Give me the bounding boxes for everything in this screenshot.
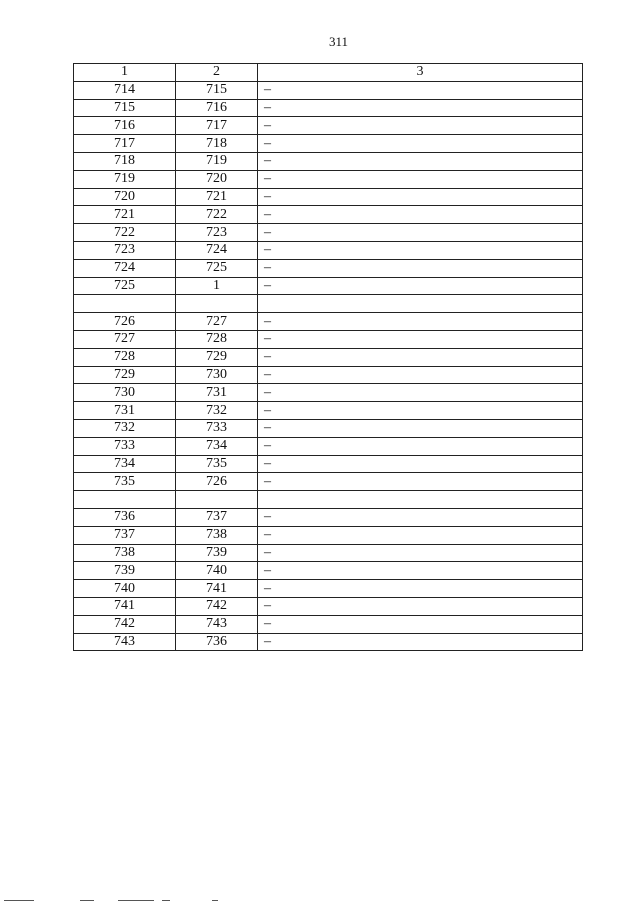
table-cell-col2: 733 (176, 419, 258, 437)
table-cell-col3 (258, 295, 583, 313)
table-cell-col1: 728 (74, 348, 176, 366)
table-cell-col1: 723 (74, 241, 176, 259)
table-cell-col3: – (258, 117, 583, 135)
table-cell-col1: 742 (74, 615, 176, 633)
table-cell-col1: 736 (74, 508, 176, 526)
table-cell-col2: 734 (176, 437, 258, 455)
table-row (74, 170, 583, 188)
table-cell-col2: 726 (176, 473, 258, 491)
table-cell-col1: 730 (74, 384, 176, 402)
table-cell-col3: – (258, 580, 583, 598)
table-cell-col1: 718 (74, 152, 176, 170)
table-cell-col1: 717 (74, 135, 176, 153)
table-cell-col1: 725 (74, 277, 176, 295)
table-cell-col3: – (258, 384, 583, 402)
table-row (74, 81, 583, 99)
table-cell-col3: – (258, 508, 583, 526)
page-number: 311 (328, 34, 349, 49)
table-row (74, 633, 583, 651)
table-cell-col2: 718 (176, 135, 258, 153)
table-cell-col3: – (258, 99, 583, 117)
table-row (74, 508, 583, 526)
table-row (74, 259, 583, 277)
table-cell-col2: 735 (176, 455, 258, 473)
table-cell-col1: 715 (74, 99, 176, 117)
table-cell-col1: 733 (74, 437, 176, 455)
table-cell-col3: – (258, 544, 583, 562)
table-cell-col1 (74, 295, 176, 313)
table-row (74, 224, 583, 242)
table-cell-col2: 725 (176, 259, 258, 277)
table-cell-col3: – (258, 188, 583, 206)
table-row (74, 580, 583, 598)
table-cell-col1: 741 (74, 597, 176, 615)
table-body (74, 81, 583, 651)
table-cell-col3: – (258, 135, 583, 153)
table-cell-col3: – (258, 277, 583, 295)
table-row (74, 313, 583, 331)
table-cell-col2: 727 (176, 313, 258, 331)
table-cell-col3: – (258, 419, 583, 437)
table-cell-col1: 739 (74, 562, 176, 580)
table-cell-col1: 722 (74, 224, 176, 242)
table-row (74, 206, 583, 224)
table-row (74, 99, 583, 117)
table-cell-col3: – (258, 348, 583, 366)
table-cell-col1: 738 (74, 544, 176, 562)
table-cell-col3: – (258, 313, 583, 331)
table-row (74, 562, 583, 580)
table-cell-col2: 716 (176, 99, 258, 117)
table-row (74, 491, 583, 509)
table-cell-col1: 716 (74, 117, 176, 135)
table-cell-col3: – (258, 152, 583, 170)
table-cell-col3: – (258, 241, 583, 259)
table-cell-col1: 714 (74, 81, 176, 99)
table-cell-col3: – (258, 224, 583, 242)
table-cell-col3: – (258, 81, 583, 99)
table-cell-col2: 720 (176, 170, 258, 188)
table-cell-col2: 732 (176, 402, 258, 420)
table-cell-col3: – (258, 455, 583, 473)
table-cell-col2: 722 (176, 206, 258, 224)
table-cell-col2: 728 (176, 330, 258, 348)
table-cell-col2: 739 (176, 544, 258, 562)
column-header-2: 2 (176, 64, 258, 82)
table-cell-col2: 1 (176, 277, 258, 295)
table-cell-col2: 731 (176, 384, 258, 402)
table-cell-col3: – (258, 206, 583, 224)
table-row (74, 277, 583, 295)
table-cell-col1: 740 (74, 580, 176, 598)
table-cell-col3: – (258, 402, 583, 420)
table-row (74, 117, 583, 135)
table-row (74, 473, 583, 491)
table-cell-col3 (258, 491, 583, 509)
table-cell-col1: 726 (74, 313, 176, 331)
table-cell-col1: 729 (74, 366, 176, 384)
table-row (74, 615, 583, 633)
table-row (74, 544, 583, 562)
table-cell-col1: 743 (74, 633, 176, 651)
table-row (74, 384, 583, 402)
table-cell-col3: – (258, 366, 583, 384)
table-cell-col1: 731 (74, 402, 176, 420)
table-row (74, 526, 583, 544)
table-cell-col3: – (258, 615, 583, 633)
table-row (74, 295, 583, 313)
table-cell-col1: 721 (74, 206, 176, 224)
table-cell-col1: 735 (74, 473, 176, 491)
table-cell-col2: 729 (176, 348, 258, 366)
table-cell-col3: – (258, 562, 583, 580)
table-cell-col2: 730 (176, 366, 258, 384)
table-row (74, 366, 583, 384)
column-header-1: 1 (74, 64, 176, 82)
table-cell-col2: 738 (176, 526, 258, 544)
table-cell-col1: 724 (74, 259, 176, 277)
table-header-row (74, 64, 583, 82)
table-cell-col1: 720 (74, 188, 176, 206)
table-cell-col1: 732 (74, 419, 176, 437)
column-header-3: 3 (258, 64, 583, 82)
table-cell-col2 (176, 295, 258, 313)
table-row (74, 135, 583, 153)
table-cell-col1: 719 (74, 170, 176, 188)
scan-footer-marks (0, 897, 300, 903)
table-row (74, 597, 583, 615)
table-row (74, 241, 583, 259)
table-row (74, 348, 583, 366)
table-cell-col2: 736 (176, 633, 258, 651)
table-cell-col2: 743 (176, 615, 258, 633)
table-cell-col1: 734 (74, 455, 176, 473)
table-cell-col3: – (258, 170, 583, 188)
table-cell-col2: 737 (176, 508, 258, 526)
table-row (74, 152, 583, 170)
table-cell-col3: – (258, 473, 583, 491)
table-row (74, 455, 583, 473)
table-cell-col2: 723 (176, 224, 258, 242)
table-row (74, 402, 583, 420)
table-row (74, 330, 583, 348)
table-cell-col2: 715 (176, 81, 258, 99)
table-cell-col2: 741 (176, 580, 258, 598)
table-cell-col3: – (258, 259, 583, 277)
table-cell-col2: 719 (176, 152, 258, 170)
table-cell-col1 (74, 491, 176, 509)
table-cell-col3: – (258, 330, 583, 348)
table-row (74, 437, 583, 455)
table-cell-col3: – (258, 526, 583, 544)
table-cell-col2: 717 (176, 117, 258, 135)
table-row (74, 419, 583, 437)
table-row (74, 188, 583, 206)
table-cell-col1: 737 (74, 526, 176, 544)
table-cell-col3: – (258, 633, 583, 651)
table-cell-col2: 724 (176, 241, 258, 259)
table-cell-col3: – (258, 597, 583, 615)
table-cell-col3: – (258, 437, 583, 455)
data-table (73, 63, 583, 651)
table-cell-col2: 742 (176, 597, 258, 615)
table-cell-col2: 740 (176, 562, 258, 580)
table-cell-col1: 727 (74, 330, 176, 348)
table-cell-col2: 721 (176, 188, 258, 206)
table-cell-col2 (176, 491, 258, 509)
